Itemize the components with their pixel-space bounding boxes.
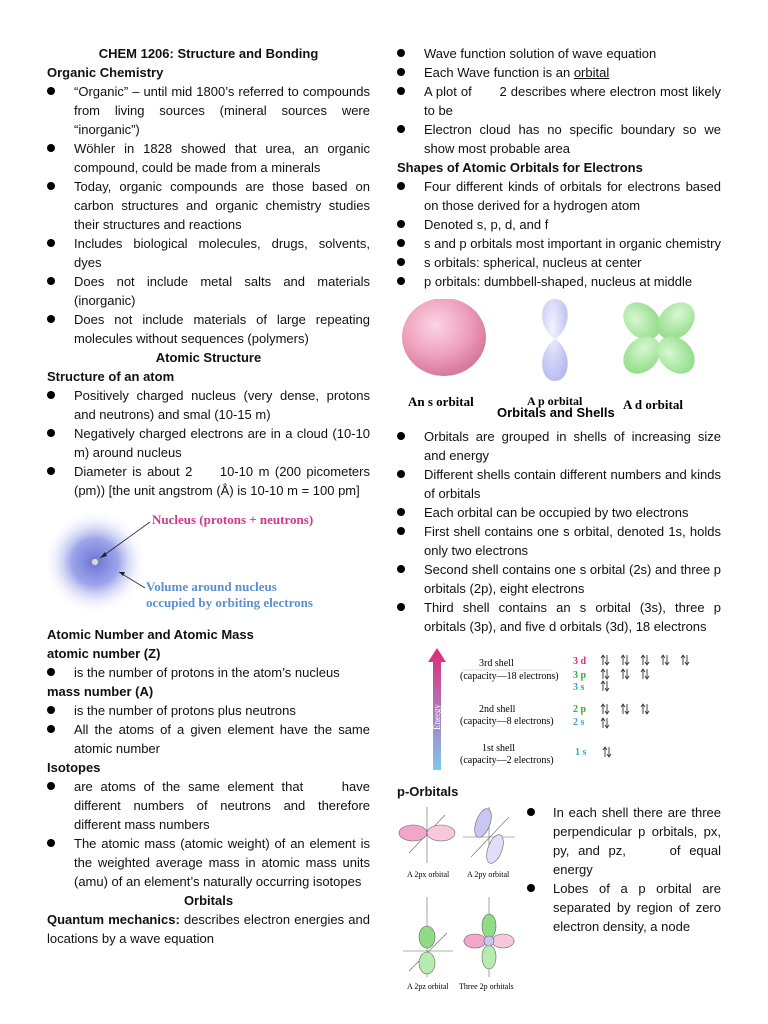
wave-text: Each Wave function is an bbox=[424, 65, 574, 80]
px-orbital-diagram bbox=[399, 807, 455, 863]
list-item: Includes biological molecules, drugs, solvents, dyes bbox=[47, 234, 370, 272]
list-item: is the number of protons in the atom’s nucleus bbox=[47, 663, 370, 682]
quantum-mechanics-text: describes electron energies and locations by a wave equation bbox=[47, 912, 370, 946]
list-item: Negatively charged electrons are in a cloud (10-10 m) around nucleus bbox=[47, 424, 370, 462]
list-item: Electron cloud has no specific boundary so we show most probable area bbox=[397, 120, 721, 158]
list-item bbox=[397, 63, 721, 82]
isotopes-heading: Isotopes bbox=[47, 760, 101, 775]
p-orbitals-bullets bbox=[527, 803, 721, 936]
list-item: Wave function solution of wave equation bbox=[397, 44, 721, 63]
volume-label-1: Volume around nucleus bbox=[146, 579, 277, 594]
mass-number-heading: mass number (A) bbox=[47, 684, 154, 699]
pz-orbital-diagram bbox=[403, 897, 453, 977]
electron-arrows bbox=[601, 655, 689, 757]
organic-bullets bbox=[47, 82, 370, 348]
list-item: Second shell contains one s orbital (2s) and three p orbitals (2p), eight electrons bbox=[397, 560, 721, 598]
s-orbital-shape bbox=[402, 299, 486, 376]
atomic-number-z-heading: atomic number (Z) bbox=[47, 646, 161, 661]
list-item: s orbitals: spherical, nucleus at center bbox=[397, 253, 721, 272]
label-2p: 2 p bbox=[573, 704, 587, 715]
structure-of-atom-heading: Structure of an atom bbox=[47, 369, 175, 384]
py-orbital-diagram bbox=[463, 807, 515, 866]
list-item: Four different kinds of orbitals for electrons based on those derived for a hydrogen atom bbox=[397, 177, 721, 215]
shell1-label: 1st shell bbox=[482, 743, 516, 754]
energy-shells-figure bbox=[397, 648, 721, 772]
py-caption: A 2py orbital bbox=[467, 870, 510, 879]
shells-bullets bbox=[397, 427, 721, 636]
isotope-bullets bbox=[47, 777, 370, 891]
list-item: Orbitals are grouped in shells of increasing size and energy bbox=[397, 427, 721, 465]
p-orbital-caption: A p orbital bbox=[527, 394, 583, 408]
wave-bullets bbox=[397, 44, 721, 158]
orbitals-heading: Orbitals bbox=[183, 893, 234, 908]
right-column bbox=[397, 44, 721, 991]
list-item: Does not include materials of large repeating molecules without sequences (polymers) bbox=[47, 310, 370, 348]
z-bullets bbox=[47, 663, 370, 682]
shapes-bullets bbox=[397, 177, 721, 291]
list-item: s and p orbitals most important in organic chemistry bbox=[397, 234, 721, 253]
shapes-heading: Shapes of Atomic Orbitals for Electrons bbox=[397, 160, 643, 175]
label-3d: 3 d bbox=[573, 656, 587, 667]
orbital-word: orbital bbox=[573, 65, 610, 80]
label-3p: 3 p bbox=[573, 670, 587, 681]
list-item: p orbitals: dumbbell-shaped, nucleus at middle bbox=[397, 272, 721, 291]
orbitals-shells-heading: Orbitals and Shells bbox=[497, 405, 615, 419]
three-p-orbitals-diagram bbox=[463, 897, 515, 977]
list-item: First shell contains one s orbital, denoted 1s, holds only two electrons bbox=[397, 522, 721, 560]
list-item: All the atoms of a given element have the same atomic number bbox=[47, 720, 370, 758]
d-orbital-caption: A d orbital bbox=[623, 397, 683, 412]
organic-chemistry-heading: Organic Chemistry bbox=[47, 65, 164, 80]
list-item: Wöhler in 1828 showed that urea, an organic compound, could be made from a minerals bbox=[47, 139, 370, 177]
p-orbital-shape bbox=[542, 299, 568, 381]
shell2-capacity: (capacity—8 electrons) bbox=[460, 716, 554, 727]
list-item: The atomic mass (atomic weight) of an element is the weighted average mass in atomic mass units (amu) of an element’s naturally occurring isotopes bbox=[47, 834, 370, 891]
list-item: Different shells contain different numbers and kinds of orbitals bbox=[397, 465, 721, 503]
label-1s: 1 s bbox=[575, 747, 587, 758]
atomic-structure-heading: Atomic Structure bbox=[155, 350, 262, 365]
atom-figure bbox=[47, 500, 370, 613]
three-p-caption: Three 2p orbitals bbox=[459, 982, 514, 991]
list-item: Third shell contains an s orbital (3s), three p orbitals (3p), and five d orbitals (3d), 18 electrons bbox=[397, 598, 721, 636]
list-item: Positively charged nucleus (very dense, protons and neutrons) and smal (10-15 m) bbox=[47, 386, 370, 424]
atomic-number-heading: Atomic Number and Atomic Mass bbox=[47, 627, 254, 642]
shell2-label: 2nd shell bbox=[479, 704, 516, 715]
list-item: Diameter is about 2 10-10 m (200 picometers (pm)) [the unit angstrom (Å) is 10-10 m = 100 pm] bbox=[47, 462, 370, 500]
px-caption: A 2px orbital bbox=[407, 870, 450, 879]
shell3-label: 3rd shell bbox=[479, 658, 514, 669]
orbital-shapes-figure bbox=[397, 299, 721, 419]
d-orbital-shape bbox=[616, 299, 702, 381]
list-item: A plot of 2 describes where electron most likely to be bbox=[397, 82, 721, 120]
energy-label: Energy bbox=[432, 704, 442, 730]
pz-caption: A 2pz orbital bbox=[407, 982, 449, 991]
list-item: Lobes of a p orbital are separated by region of zero electron density, a node bbox=[527, 879, 721, 936]
list-item: is the number of protons plus neutrons bbox=[47, 701, 370, 720]
list-item: In each shell there are three perpendicular p orbitals, px, py, and pz, of equal energy bbox=[527, 803, 721, 879]
list-item: Does not include metal salts and materials (inorganic) bbox=[47, 272, 370, 310]
left-column bbox=[47, 44, 370, 948]
nucleus-label: Nucleus (protons + neutrons) bbox=[152, 512, 314, 527]
list-item: are atoms of the same element that have different numbers of neutrons and therefore different mass numbers bbox=[47, 777, 370, 834]
quantum-mechanics-term: Quantum mechanics: bbox=[47, 912, 180, 927]
volume-label-2: occupied by orbiting electrons bbox=[146, 595, 313, 610]
nucleus-dot bbox=[92, 559, 99, 566]
quantum-mechanics-paragraph bbox=[47, 910, 370, 948]
document-title: CHEM 1206: Structure and Bonding bbox=[98, 46, 319, 61]
label-3s: 3 s bbox=[573, 682, 585, 693]
list-item: “Organic” – until mid 1800’s referred to compounds from living sources (mineral sources were “inorganic”) bbox=[47, 82, 370, 139]
shell1-capacity: (capacity—2 electrons) bbox=[460, 755, 554, 766]
p-orbitals-heading: p-Orbitals bbox=[397, 784, 459, 799]
a-bullets bbox=[47, 701, 370, 758]
s-orbital-caption: An s orbital bbox=[408, 394, 474, 409]
list-item: Denoted s, p, d, and f bbox=[397, 215, 721, 234]
shell3-capacity: (capacity—18 electrons) bbox=[460, 671, 559, 682]
list-item: Today, organic compounds are those based on carbon structures and organic chemistry studies their structures and reactions bbox=[47, 177, 370, 234]
list-item: Each orbital can be occupied by two electrons bbox=[397, 503, 721, 522]
atom-bullets bbox=[47, 386, 370, 500]
p-orbitals-figure bbox=[397, 801, 517, 991]
label-2s: 2 s bbox=[573, 717, 585, 728]
